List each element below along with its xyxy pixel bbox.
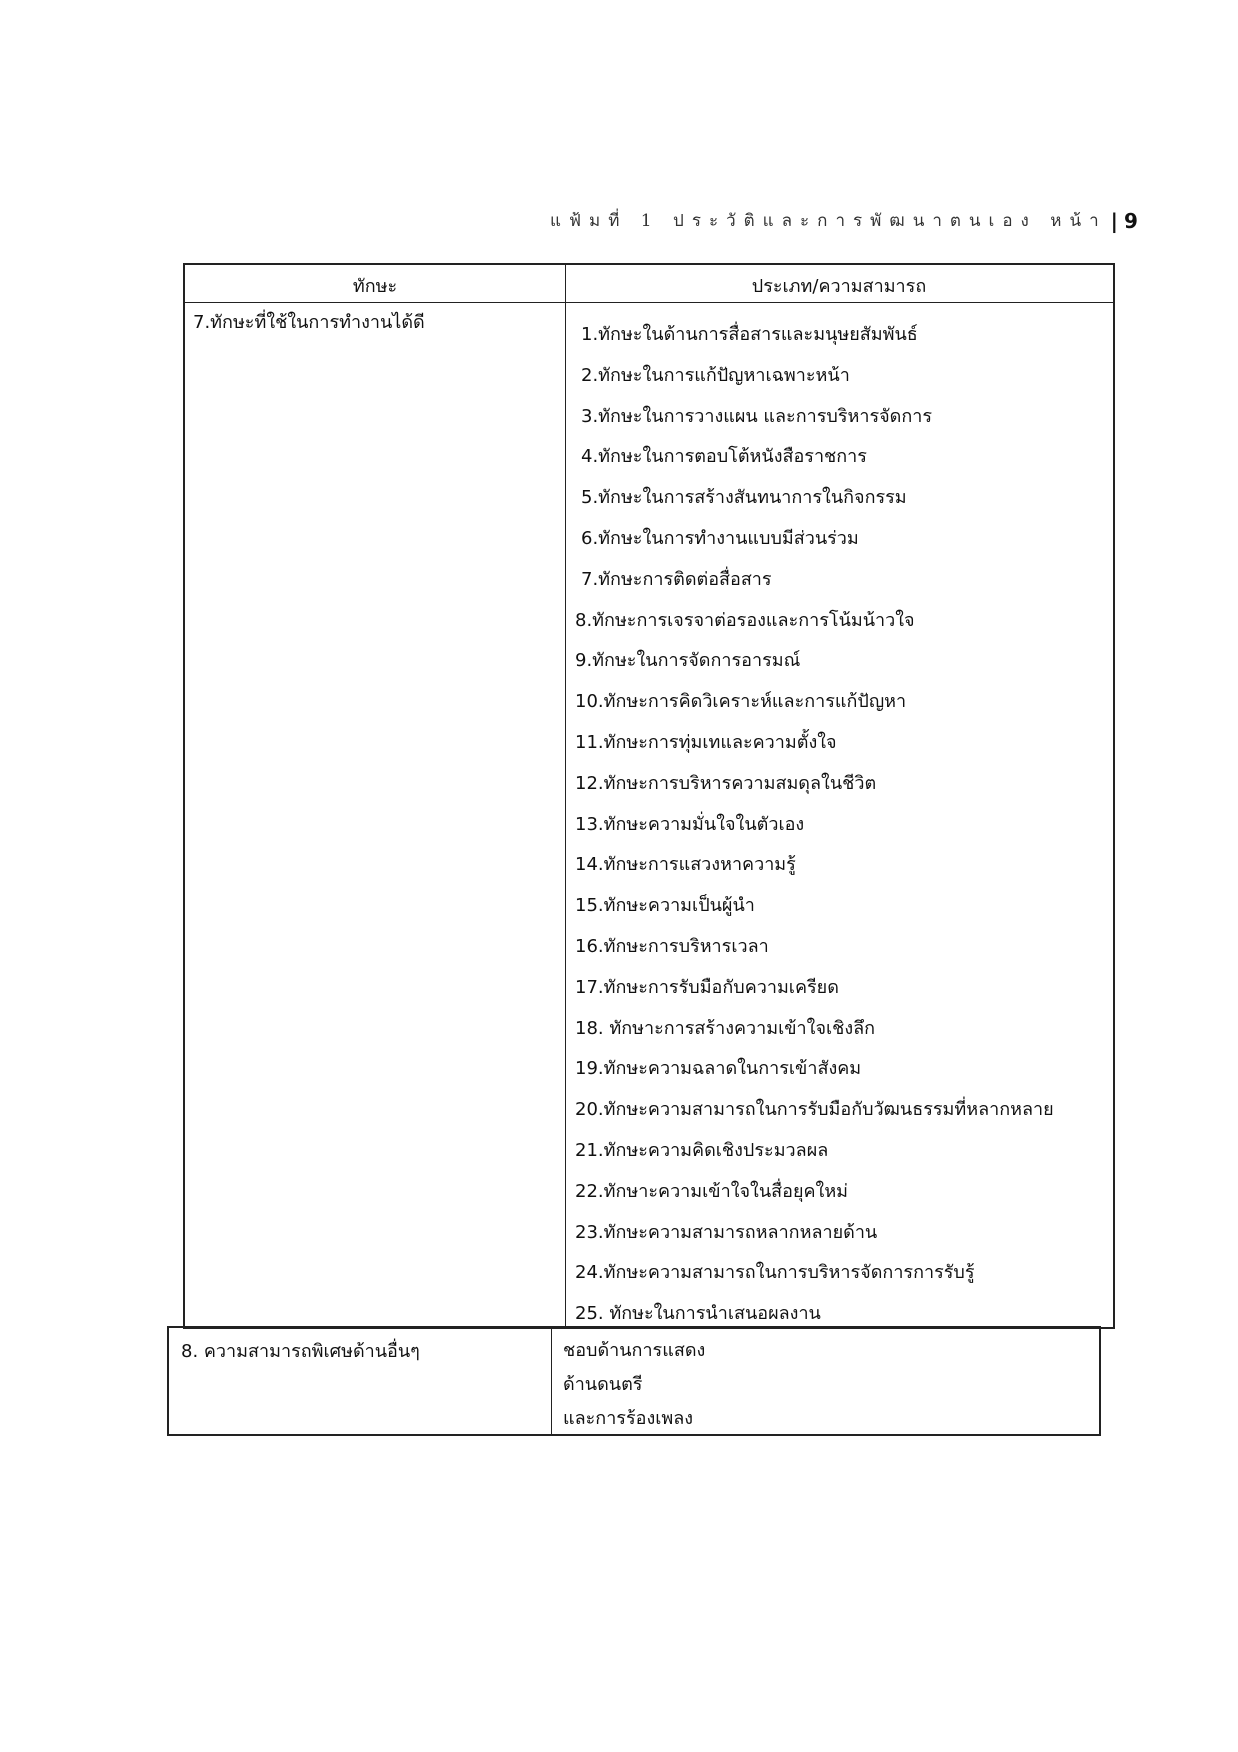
skill-item: 1.ทักษะในด้านการสื่อสารและมนุษยสัมพันธ์ (581, 324, 918, 345)
column-divider (551, 1328, 552, 1434)
skill-item: 20.ทักษะความสามารถในการรับมือกับวัฒนธรรมที่หลากหลาย (575, 1099, 1054, 1121)
skill-item: 8.ทักษะการเจรจาต่อรองและการโน้มน้าวใจ (575, 609, 915, 631)
skill-item: 3.ทักษะในการวางแผน และการบริหารจัดการ (581, 405, 933, 427)
skill-item: 5.ทักษะในการสร้างสันทนาการในกิจกรรม (581, 487, 907, 509)
header-separator: | (1110, 208, 1118, 233)
skill-item: 13.ทักษะความมั่นใจในตัวเอง (575, 813, 805, 835)
column-header-type: ประเภท/ความสามารถ (751, 276, 927, 297)
skill-item: 10.ทักษะการคิดวิเคราะห์และการแก้ปัญหา (575, 691, 907, 713)
page-header (550, 207, 1138, 234)
skill-item: 24.ทักษะความสามารถในการบริหารจัดการการรับรู้ (575, 1262, 975, 1284)
skill-item: 22.ทักษาะความเข้าใจในสื่อยุคใหม่ (575, 1180, 849, 1202)
page-number: 9 (1123, 208, 1138, 233)
column-header-skill: ทักษะ (352, 276, 398, 297)
special-abilities-label: 8. ความสามารถพิเศษด้านอื่นๆ (181, 1341, 420, 1362)
skill-item: 14.ทักษะการแสวงหาความรู้ (575, 854, 796, 876)
skill-item: 25. ทักษะในการนำเสนอผลงาน (575, 1303, 821, 1325)
skill-item: 11.ทักษะการทุ่มเทและความตั้งใจ (575, 732, 837, 753)
skill-item: 7.ทักษะการติดต่อสื่อสาร (581, 568, 772, 590)
skill-item: 4.ทักษะในการตอบโต้หนังสือราชการ (581, 446, 867, 468)
skill-item: 23.ทักษะความสามารถหลากหลายด้าน (575, 1221, 878, 1243)
skill-category-label: 7.ทักษะที่ใช้ในการทำงานได้ดี (193, 312, 425, 333)
column-divider (565, 265, 566, 1327)
skill-item: 15.ทักษะความเป็นผู้นำ (575, 895, 755, 917)
skill-item: 18. ทักษาะการสร้างความเข้าใจเชิงลึก (575, 1017, 876, 1039)
skill-item: 12.ทักษะการบริหารความสมดุลในชีวิต (575, 772, 877, 794)
skill-item: 2.ทักษะในการแก้ปัญหาเฉพาะหน้า (581, 364, 850, 386)
skill-item: 21.ทักษะความคิดเชิงประมวลผล (575, 1140, 829, 1161)
special-ability-item: ด้านดนตรี (563, 1374, 643, 1395)
special-abilities-table (167, 1326, 1101, 1436)
skill-item: 17.ทักษะการรับมือกับความเครียด (575, 976, 839, 998)
skills-table (183, 263, 1115, 1329)
special-abilities-list (563, 1336, 705, 1438)
header-title: แฟ้มที่ 1 ประวัติและการพัฒนาตนเอง หน้า (550, 211, 1107, 231)
header-divider (185, 302, 1113, 303)
skill-item: 16.ทักษะการบริหารเวลา (575, 936, 769, 957)
skill-item: 6.ทักษะในการทำงานแบบมีส่วนร่วม (581, 528, 859, 549)
special-ability-item: และการร้องเพลง (563, 1408, 694, 1429)
special-ability-item: ชอบด้านการแสดง (563, 1340, 706, 1361)
skill-item: 9.ทักษะในการจัดการอารมณ์ (575, 650, 801, 672)
skill-item: 19.ทักษะความฉลาดในการเข้าสังคม (575, 1058, 862, 1080)
